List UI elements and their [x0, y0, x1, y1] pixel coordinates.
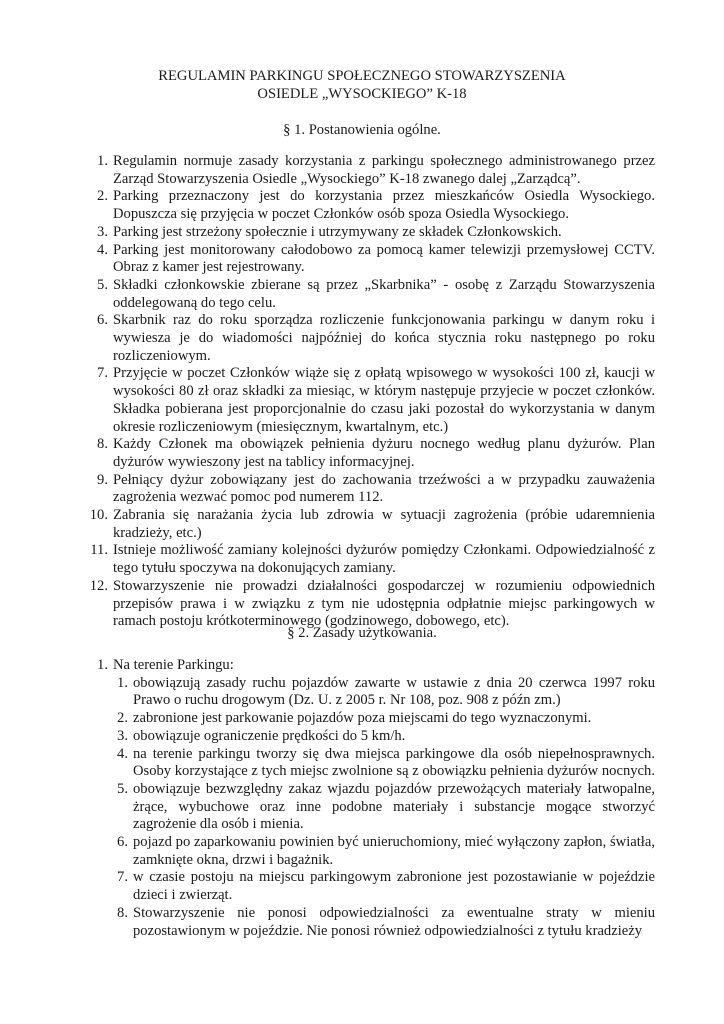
title-line-2: OSIEDLE „WYSOCKIEGO” K-18 [257, 85, 467, 102]
list-item [70, 312, 655, 365]
title-line-1: REGULAMIN PARKINGU SPOŁECZNEGO STOWARZYSZENIA [158, 68, 566, 84]
item-text: Istnieje możliwość zamiany kolejności dyżurów pomiędzy Członkami. Odpowiedzialność z tego tytułu spoczywa na dokonujących zamiany. [113, 542, 655, 577]
sub-item-text: pojazd po zaparkowaniu powinien być unieruchomiony, mieć wyłączony zapłon, światła, zamknięte okna, drzwi i bagażnik. [133, 834, 655, 868]
item-number: 9. [97, 471, 108, 488]
list-item [70, 578, 655, 631]
sub-list [113, 675, 655, 941]
item-number: 4. [97, 241, 108, 258]
sub-item-number: 8. [117, 904, 128, 921]
list-item [70, 188, 655, 223]
item-text: Każdy Członek ma obowiązek pełnienia dyżuru nocnego według planu dyżurów. Plan dyżurów wywieszony jest na tablicy informacyjnej. [113, 436, 655, 470]
sub-item-text: Stowarzyszenie nie ponosi odpowiedzialności za ewentualne straty w mieniu pozostawionym w pojeździe. Nie ponosi również odpowiedzialności z tytułu kradzieży [133, 904, 655, 939]
sub-item-number: 3. [117, 727, 128, 744]
sub-item-number: 4. [117, 745, 128, 762]
list-item [70, 242, 655, 277]
item-number: 7. [97, 365, 108, 382]
sub-list-item [113, 710, 655, 728]
sub-item-number: 1. [117, 674, 128, 691]
section-1-heading: § 1. Postanowienia ogólne. [283, 122, 441, 138]
sub-item-number: 2. [117, 710, 128, 727]
item-number: 1. [97, 153, 108, 169]
list-item [70, 657, 655, 940]
section-2-heading: § 2. Zasady użytkowania. [287, 625, 437, 641]
item-text: Przyjęcie w poczet Członków wiąże się z opłatą wpisowego w wysokości 100 zł, kaucji w wysokości 80 zł oraz składki za miesiąc, w którym następuje przyjecie w poczet członków. Składka pobierana jest proporcjonalnie do czasu jaki pozostał do wykorzystania w danym okresie rozliczeniowym (miesięcznym, kwartalnym, etc.) [113, 365, 655, 435]
item-text: Regulamin normuje zasady korzystania z parkingu społecznego administrowanego przez Zarząd Stowarzyszenia Osiedle „Wysockiego” K-18 zwanego dalej „Zarządcą”. [113, 153, 655, 187]
item-text: Na terenie Parkingu: [113, 657, 234, 673]
item-number: 12. [89, 577, 108, 594]
sub-item-text: zabronione jest parkowanie pojazdów poza miejscami do tego wyznaczonymi. [133, 710, 592, 727]
item-number: 11. [90, 542, 108, 559]
sub-item-text: obowiązuje ograniczenie prędkości do 5 km/h. [133, 727, 406, 744]
item-text: Zabrania się narażania życia lub zdrowia w sytuacji zagrożenia (próbie udaremnienia kradzieży, etc.) [113, 507, 655, 541]
item-text: Parking jest strzeżony społecznie i utrzymywany ze składek Członkowskich. [113, 223, 562, 240]
sub-item-number: 6. [117, 834, 128, 851]
item-number: 3. [97, 223, 108, 240]
item-text: Parking jest monitorowany całodobowo za pomocą kamer telewizji przemysłowej CCTV. Obraz z kamer jest rejestrowany. [113, 241, 655, 276]
sub-item-text: w czasie postoju na miejscu parkingowym zabronione jest pozostawianie w pojeździe dzieci i zwierząt. [133, 869, 655, 904]
section-1-list [70, 153, 655, 631]
sub-list-item [113, 869, 655, 904]
item-number: 6. [97, 312, 108, 329]
sub-list-item [113, 728, 655, 746]
item-text: Skarbnik raz do roku sporządza rozliczenie funkcjonowania parkingu w danym roku i wywiesza je do wiadomości najpóźniej do końca stycznia roku następnego po roku rozliczeniowym. [113, 312, 655, 364]
list-item [70, 507, 655, 542]
list-item [70, 365, 655, 436]
item-number: 10. [89, 507, 108, 524]
item-text: Stowarzyszenie nie prowadzi działalności gospodarczej w rozumieniu odpowiednich przepisów prawa i w związku z tym nie udostępnia odpłatnie miejsc parkingowych w ramach postoju krótkoterminowego (godzinowego, dobowego, etc). [113, 577, 655, 630]
item-number: 5. [97, 276, 108, 293]
sub-list-item [113, 746, 655, 781]
section-2-list [70, 657, 655, 940]
sub-item-text: obowiązuje bezwzględny zakaz wjazdu pojazdów przewożących materiały łatwopalne, żrące, wybuchowe oraz inne podobne materiały i substancje mogące stworzyć zagrożenie dla osób i mienia. [133, 780, 655, 833]
item-number: 1. [97, 657, 108, 673]
sub-list-item [113, 905, 655, 940]
list-item [70, 472, 655, 507]
item-text: Składki członkowskie zbierane są przez „Skarbnika” - osobę z Zarządu Stowarzyszenia oddelegowaną do tego celu. [113, 276, 655, 311]
sub-item-text: obowiązują zasady ruchu pojazdów zawarte w ustawie z dnia 20 czerwca 1997 roku Prawo o ruchu drogowym (Dz. U. z 2005 r. Nr 108, poz. 908 z późn zm.) [133, 674, 655, 709]
item-number: 2. [97, 188, 108, 205]
sub-list-item [113, 675, 655, 710]
sub-item-number: 5. [117, 780, 128, 797]
sub-list-item [113, 781, 655, 834]
list-item [70, 153, 655, 188]
document-title [0, 68, 724, 103]
sub-item-number: 7. [117, 869, 128, 886]
list-item [70, 277, 655, 312]
list-item [70, 436, 655, 471]
item-text: Pełniący dyżur zobowiązany jest do zachowania trzeźwości a w przypadku zauważenia zagrożenia wezwać pomoc pod numerem 112. [113, 471, 655, 506]
sub-item-text: na terenie parkingu tworzy się dwa miejsca parkingowe dla osób niepełnosprawnych. Osoby korzystające z tych miejsc zwolnione są z obowiązku pełnienia dyżurów nocnych. [133, 745, 655, 780]
item-text: Parking przeznaczony jest do korzystania przez mieszkańców Osiedla Wysockiego. Dopuszcza się przyjęcia w poczet Członków osób spoza Osiedla Wysockiego. [113, 188, 655, 223]
list-item [70, 542, 655, 577]
item-number: 8. [97, 436, 108, 453]
sub-list-item [113, 834, 655, 869]
list-item [70, 224, 655, 242]
